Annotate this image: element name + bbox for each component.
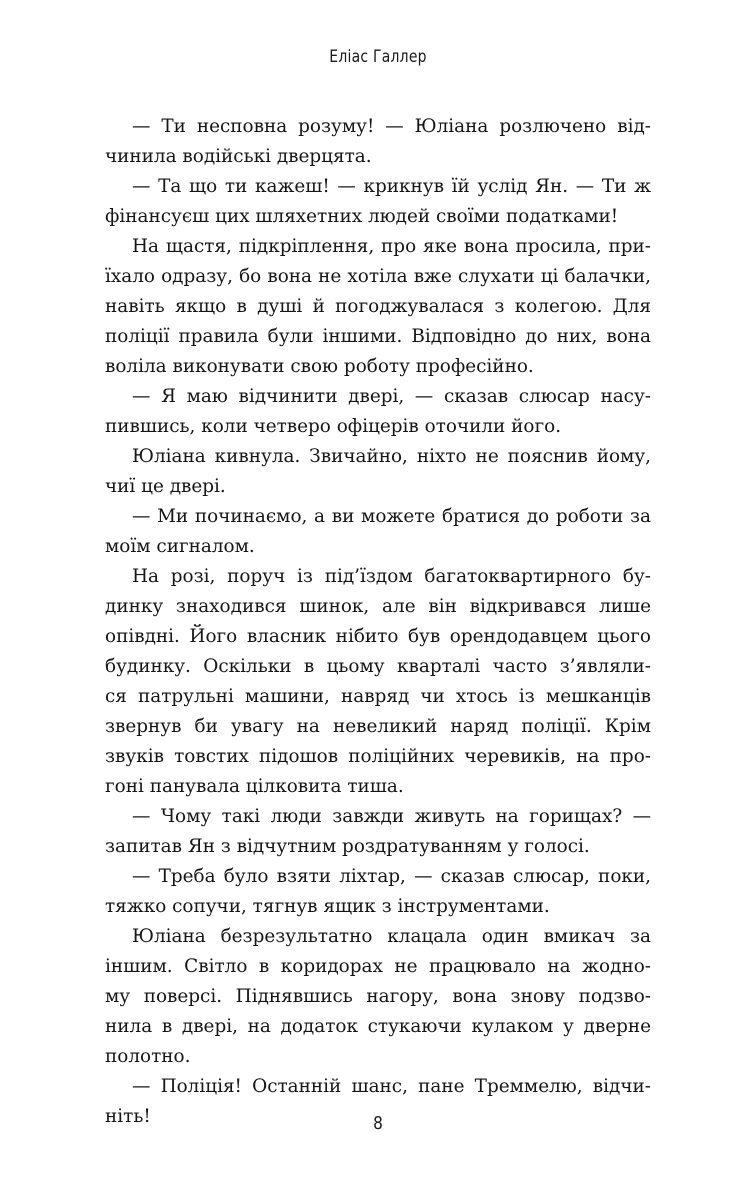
text-line: фінансуєш цих шляхетних людей своїми податками! <box>105 206 619 227</box>
text-line: іншим. Світло в коридорах не працювало на жодно- <box>105 956 651 977</box>
paragraph <box>105 922 651 1072</box>
text-line: тяжко сопучи, тягнув ящик з інструментами. <box>105 896 550 917</box>
text-line: навіть якщо в душі й погоджувалася з колегою. Для <box>105 296 651 317</box>
text-line: полотно. <box>105 1046 191 1067</box>
running-header: Еліас Галлер <box>329 47 427 67</box>
text-line: — Ти несповна розуму! — Юліана розлючено від- <box>132 116 651 137</box>
body-text <box>105 112 651 1132</box>
paragraph <box>105 442 651 502</box>
text-line: пившись, коли четверо офіцерів оточили його. <box>105 416 562 437</box>
text-line: поліції правила були іншими. Відповідно до них, вона <box>105 326 651 347</box>
page-number: 8 <box>373 1113 383 1134</box>
text-line: На розі, поруч із під’їздом багатоквартирного бу- <box>132 566 651 587</box>
text-line: моїм сигналом. <box>105 536 255 557</box>
paragraph <box>105 562 651 802</box>
text-line: звуків товстих підошов поліційних черевиків, на про- <box>105 746 651 767</box>
text-line: воліла виконувати свою роботу професійно. <box>105 356 534 377</box>
text-line: — Чому такі люди завжди живуть на горищах? — <box>132 806 651 827</box>
text-line: чиї це двері. <box>105 476 226 497</box>
text-line: На щастя, підкріплення, про яке вона просила, при- <box>132 236 651 257</box>
text-line: звернув би увагу на невеликий наряд поліції. Крім <box>105 716 651 737</box>
text-line: Юліана безрезультатно клацала один вмикач за <box>132 926 651 947</box>
text-line: Юліана кивнула. Звичайно, ніхто не пояснив йому, <box>132 446 651 467</box>
paragraph <box>105 232 651 382</box>
paragraph <box>105 112 651 172</box>
paragraph <box>105 802 651 862</box>
text-line: — Та що ти кажеш! — крикнув їй услід Ян. — Ти ж <box>132 176 651 197</box>
text-line: запитав Ян з відчутним роздратуванням у голосі. <box>105 836 590 857</box>
text-line: гоні панувала цілковита тиша. <box>105 776 404 797</box>
text-line: — Ми починаємо, а ви можете братися до роботи за <box>132 506 651 527</box>
text-line: чинила водійські дверцята. <box>105 146 372 167</box>
paragraph <box>105 502 651 562</box>
paragraph <box>105 382 651 442</box>
text-line: му поверсі. Піднявшись нагору, вона знову подзво- <box>105 986 651 1007</box>
text-line: їхало одразу, бо вона не хотіла вже слухати ці балачки, <box>105 266 651 287</box>
text-line: ніть! <box>105 1106 151 1127</box>
text-line: — Поліція! Останній шанс, пане Треммелю, відчи- <box>132 1076 651 1097</box>
text-line: — Треба було взяти ліхтар, — сказав слюсар, поки, <box>132 866 651 887</box>
text-line: динку знаходився шинок, але він відкривався лише <box>105 596 651 617</box>
text-line: опівдні. Його власник нібито був орендодавцем цього <box>105 626 651 647</box>
paragraph <box>105 862 651 922</box>
text-line: — Я маю відчинити двері, — сказав слюсар насу- <box>132 386 651 407</box>
text-line: будинку. Оскільки в цьому кварталі часто з’являли- <box>105 656 651 677</box>
text-line: нила в двері, на додаток стукаючи кулаком у дверне <box>105 1016 651 1037</box>
paragraph <box>105 172 651 232</box>
text-line: ся патрульні машини, навряд чи хтось із мешканців <box>105 686 651 707</box>
